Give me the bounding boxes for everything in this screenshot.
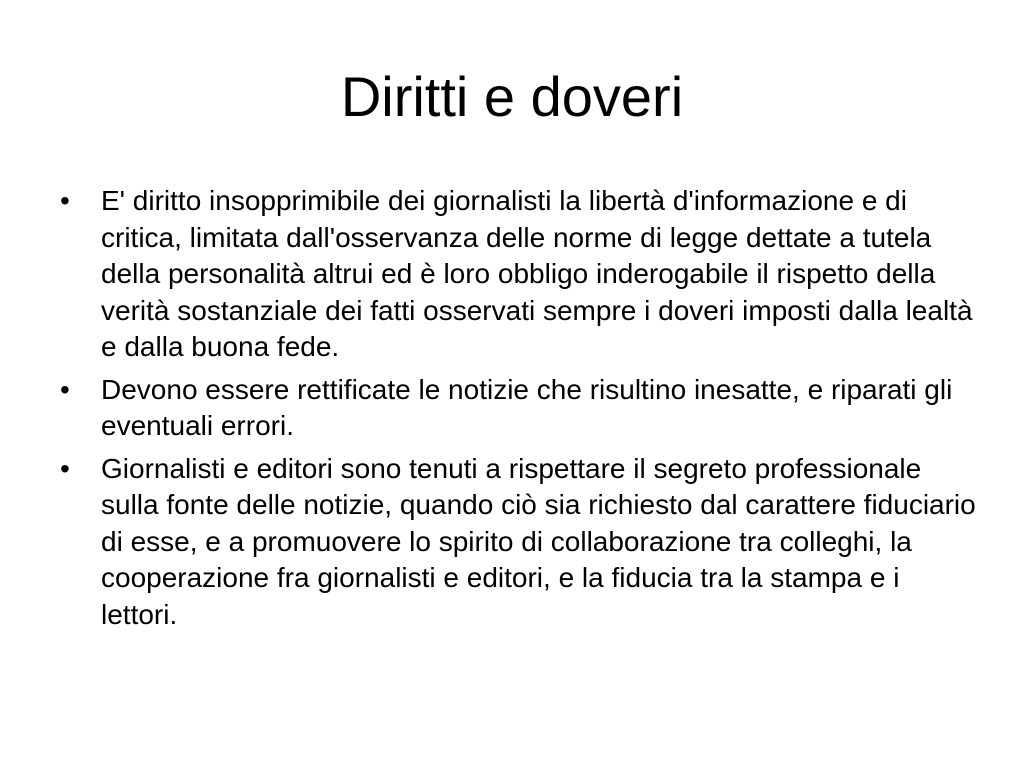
- bullet-text: Devono essere rettificate le notizie che risultino inesatte, e riparati gli eventuali errori.: [101, 373, 953, 441]
- bullet-list: [60, 183, 980, 639]
- bullet-text: E' diritto insopprimibile dei giornalisti la libertà d'informazione e di critica, limitata dall'osservanza delle norme di legge dettate a tutela della personalità altrui ed è loro obbligo inderogabile il rispetto della verità sostanziale dei fatti osservati sempre i doveri imposti dalla lealtà e dalla buona fede.: [101, 185, 973, 362]
- bullet-item-3: [60, 451, 980, 634]
- bullet-item-2: [60, 372, 980, 445]
- bullet-marker: •: [60, 373, 70, 405]
- bullet-item-1: [60, 183, 980, 366]
- bullet-text: Giornalisti e editori sono tenuti a rispettare il segreto professionale sulla fonte delle notizie, quando ciò sia richiesto dal carattere fiduciario di esse, e a promuovere lo spirito di collaborazione tra colleghi, la cooperazione fra giornalisti e editori, e la fiducia tra la stampa e i lettori.: [101, 452, 976, 630]
- slide-title: Diritti e doveri: [340, 65, 684, 128]
- bullet-marker: •: [60, 452, 70, 484]
- bullet-marker: •: [60, 185, 70, 216]
